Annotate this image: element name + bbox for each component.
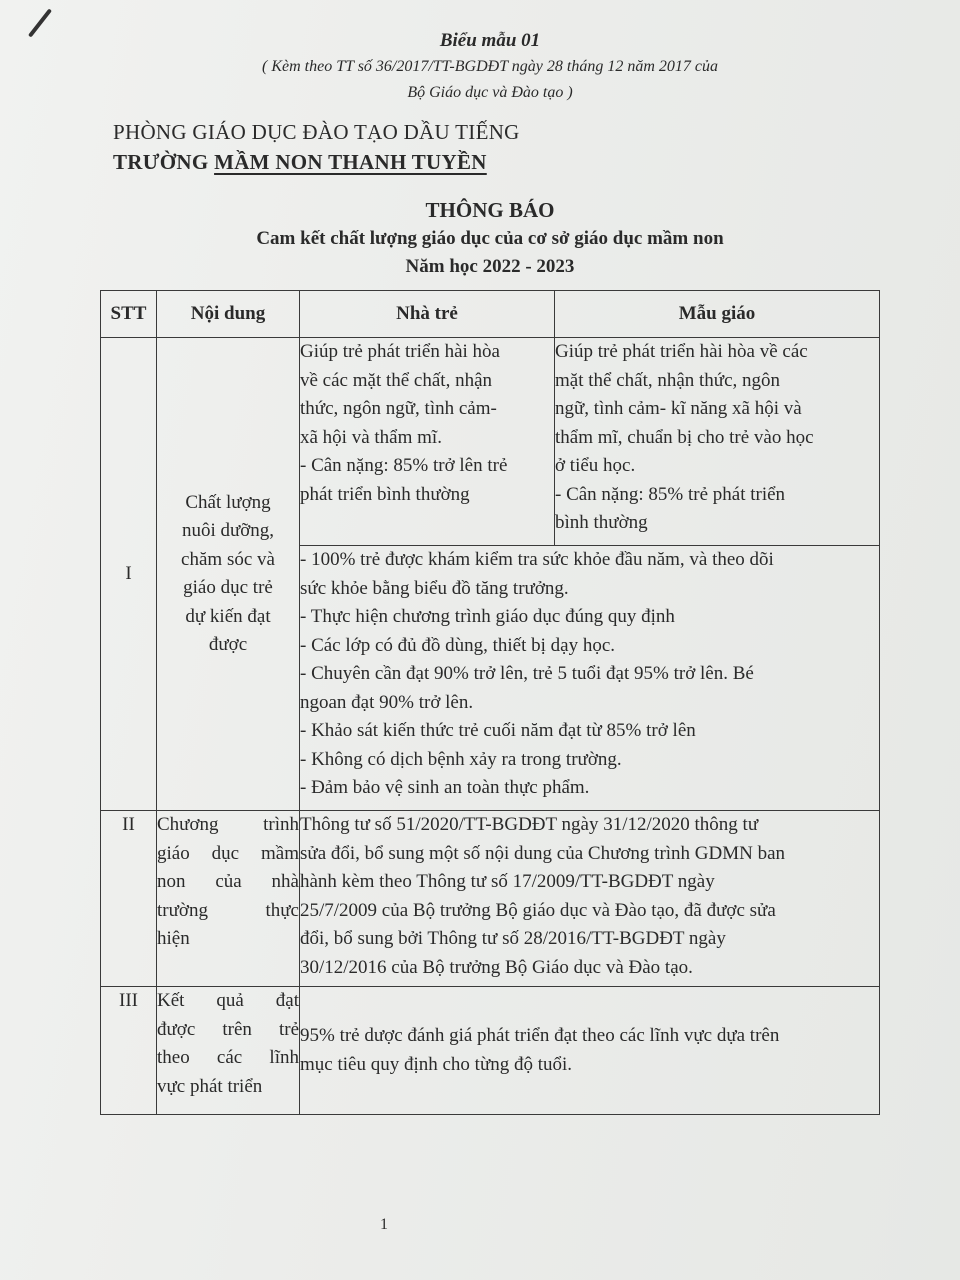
row-stt: III (101, 987, 157, 1115)
shared-line: - Chuyên cần đạt 90% trở lên, trẻ 5 tuổi đạt 95% trở lên. Bé (300, 663, 754, 684)
content-line: nuôi dưỡng, (181, 520, 275, 541)
shared-line: - Không có dịch bệnh xảy ra trong trường. (300, 748, 622, 770)
content-line: Chương trình (157, 814, 299, 835)
row-stt: II (101, 811, 157, 987)
header-nursery: Nhà trẻ (300, 291, 555, 338)
shared-line: - Các lớp có đủ đồ dùng, thiết bị dạy học. (300, 634, 616, 656)
table-row (101, 811, 880, 987)
row-stt: I (101, 338, 157, 811)
detail-cell (300, 987, 880, 1115)
kindergarten-line: - Cân nặng: 85% trẻ phát triển (555, 483, 786, 505)
content-line: non của nhà (157, 871, 299, 892)
content-line: được (208, 634, 248, 655)
row-content (157, 811, 300, 987)
kindergarten-line: ở tiểu học. (555, 455, 636, 476)
school-name-underlined: MẦM NON THANH TUYỀN (214, 150, 487, 174)
form-reference-line: ( Kèm theo TT số 36/2017/TT-BGDĐT ngày 28 tháng 12 năm 2017 của (261, 58, 718, 75)
shared-line: ngoan đạt 90% trở lên. (300, 691, 474, 713)
nursery-line: Giúp trẻ phát triển hài hòa (300, 341, 500, 362)
content-line: hiện (157, 928, 190, 949)
row-content (157, 338, 300, 811)
form-title: Biểu mẫu 01 (439, 30, 541, 51)
notice-title: THÔNG BÁO (425, 198, 555, 222)
shared-line: - Khảo sát kiến thức trẻ cuối năm đạt từ 85% trở lên (300, 720, 696, 741)
kindergarten-line: bình thường (555, 512, 648, 533)
content-line: trường thực (157, 899, 299, 921)
table-header-row (101, 291, 880, 338)
detail-line: Thông tư số 51/2020/TT-BGDĐT ngày 31/12/2020 thông tư (300, 814, 759, 835)
detail-line: đổi, bổ sung bởi Thông tư số 28/2016/TT-BGDĐT ngày (300, 928, 726, 949)
detail-line: 95% trẻ dược đánh giá phát triển đạt theo các lĩnh vực dựa trên (300, 1025, 780, 1046)
nursery-line: về các mặt thể chất, nhận (300, 369, 493, 391)
content-line: được trên trẻ (157, 1018, 299, 1040)
row-content (157, 987, 300, 1115)
shared-line: sức khỏe bằng biểu đồ tăng trưởng. (300, 577, 569, 599)
content-line: vực phát triển (157, 1075, 263, 1097)
shared-line: - Thực hiện chương trình giáo dục đúng quy định (300, 606, 675, 627)
shared-line: - 100% trẻ được khám kiểm tra sức khỏe đầu năm, và theo dõi (300, 549, 774, 570)
table-row (101, 338, 880, 546)
header-content: Nội dung (157, 291, 300, 338)
kindergarten-line: Giúp trẻ phát triển hài hòa về các (555, 341, 808, 362)
detail-cell (300, 811, 880, 987)
header-stt: STT (101, 291, 157, 338)
content-line: giáo dục mầm (157, 842, 299, 864)
content-line: Chất lượng (185, 491, 271, 513)
content-line: Kết quả đạt (157, 990, 299, 1011)
detail-line: mục tiêu quy định cho từng độ tuổi. (300, 1053, 573, 1075)
notice-subtitle: Cam kết chất lượng giáo dục của cơ sở giáo dục mầm non (256, 228, 724, 249)
content-line: theo các lĩnh (157, 1047, 299, 1068)
content-line: dự kiến đạt (185, 605, 271, 627)
page-number: 1 (380, 1216, 388, 1233)
nursery-line: - Cân nặng: 85% trở lên trẻ (300, 455, 508, 476)
nursery-cell (300, 338, 555, 546)
form-reference-line: Bộ Giáo dục và Đào tạo ) (407, 84, 573, 101)
form-reference (0, 54, 960, 106)
nursery-line: xã hội và thẩm mĩ. (300, 426, 442, 448)
detail-line: hành kèm theo Thông tư số 17/2009/TT-BGDĐT ngày (300, 871, 715, 892)
school-prefix: TRƯỜNG (113, 150, 215, 174)
detail-line: 30/12/2016 của Bộ trưởng Bộ Giáo dục và Đào tạo. (300, 956, 693, 978)
nursery-line: phát triển bình thường (300, 483, 470, 505)
school-year: Năm học 2022 - 2023 (405, 256, 575, 277)
kindergarten-cell (555, 338, 880, 546)
table-row (101, 987, 880, 1115)
school-name (113, 150, 487, 175)
nursery-line: thức, ngôn ngữ, tình cảm- (300, 398, 497, 419)
kindergarten-line: ngữ, tình cảm- kĩ năng xã hội và (555, 398, 802, 419)
detail-line: 25/7/2009 của Bộ trưởng Bộ giáo dục và Đào tạo, đã được sửa (300, 899, 776, 921)
content-line: giáo dục trẻ (183, 577, 273, 598)
kindergarten-line: thẩm mĩ, chuẩn bị cho trẻ vào học (555, 426, 814, 448)
department-name: PHÒNG GIÁO DỤC ĐÀO TẠO DẦU TIẾNG (113, 120, 520, 144)
commitment-table (100, 290, 880, 1115)
detail-line: sửa đổi, bổ sung một số nội dung của Chương trình GDMN ban (300, 842, 786, 864)
kindergarten-line: mặt thể chất, nhận thức, ngôn (555, 369, 781, 391)
header-kindergarten: Mẫu giáo (555, 291, 880, 338)
content-line: chăm sóc và (181, 548, 275, 570)
shared-line: - Đảm bảo vệ sinh an toàn thực phẩm. (300, 777, 590, 798)
shared-cell (300, 546, 880, 811)
